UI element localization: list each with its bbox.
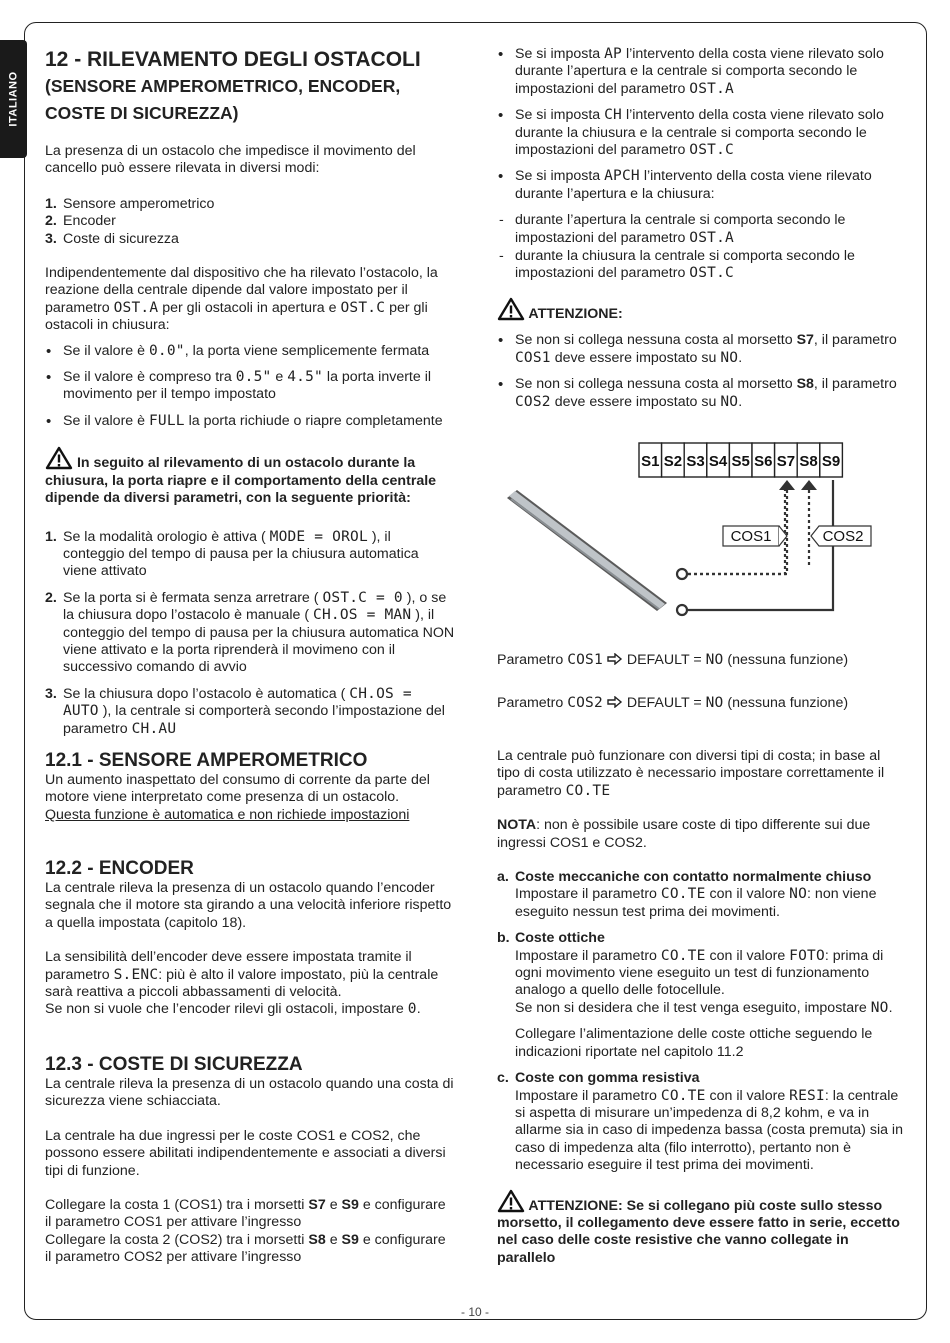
param-value: NO: [870, 999, 889, 1016]
series-warning: [497, 1189, 907, 1268]
section-text: Un aumento inaspettato del consumo di corrente da parte del motore viene interpretato come presenza di un ostacolo.: [45, 772, 430, 806]
text: La centrale può funzionare con diversi tipi di costa; in base al tipo di costa utilizzato è necessario impostare correttamente il parametro: [497, 748, 885, 799]
wire-terminal: [677, 569, 687, 579]
page-number: - 10 -: [460, 1305, 489, 1319]
cos2-callout: [811, 526, 871, 546]
text: Impostare il parametro: [515, 947, 657, 964]
title-line-2: (SENSORE AMPEROMETRICO, ENCODER,: [45, 76, 401, 96]
param-value: OST.C: [689, 142, 734, 159]
section-title: 12.3 - COSTE DI SICUREZZA: [45, 1054, 303, 1075]
wiring-diagram: [497, 438, 907, 628]
text: ), o se la chiusura dopo l’ostacolo è manuale (: [63, 589, 447, 624]
list-item: [497, 1070, 907, 1174]
section-text: [45, 949, 455, 1001]
item-num: 2.: [45, 213, 57, 230]
terminal-label: S8: [308, 1231, 326, 1248]
list-item: [45, 343, 455, 360]
section-text: [45, 1001, 455, 1018]
text: Collegare la costa 2 (COS2) tra i morsetti: [45, 1231, 305, 1248]
param-value: CO.TE: [660, 886, 706, 903]
list-item: • Se non si collega nessuna costa al morsetto S8, il parametro COS2 deve essere impostato su NO.: [497, 376, 907, 411]
attention-title: ATTENZIONE:: [528, 305, 623, 322]
list-item: [497, 930, 907, 1061]
arrow-right-icon: [607, 696, 623, 708]
list-item: [497, 168, 907, 203]
list-item: [45, 686, 455, 738]
param-value: CH.OS = MAN: [313, 607, 412, 624]
methods-list: [45, 196, 455, 248]
safety-edge-icon: [507, 490, 667, 611]
list-item: [45, 529, 455, 581]
param-value: CO.TE: [660, 1087, 706, 1104]
item-title: Coste con gomma resistiva: [515, 1070, 700, 1087]
text: Se non si desidera che il test venga eseguito, impostare: [515, 999, 867, 1016]
text: Se non si vuole che l’encoder rilevi gli ostacoli, impostare: [45, 1001, 404, 1018]
attention-heading: [497, 297, 907, 323]
param-value: FULL: [148, 412, 185, 429]
param-value: OST.A: [689, 229, 734, 246]
text: La sensibilità dell’encoder deve essere impostata tramite il parametro: [45, 949, 412, 983]
warning-icon: [497, 297, 525, 321]
text: DEFAULT =: [626, 695, 702, 711]
text: Se il valore è compreso tra: [63, 369, 232, 386]
text: Parametro: [497, 652, 564, 668]
terminal-label: S9: [341, 1231, 359, 1248]
list-item: [45, 213, 455, 230]
param-value: COS2: [515, 393, 551, 410]
text: Se il valore è: [63, 342, 146, 359]
warning-text: In seguito al rilevamento di un ostacolo durante la chiusura, la porta riapre e il comportamento della centrale dipende da diversi parametri, con la seguente priorità:: [45, 455, 437, 507]
list-item: [45, 196, 455, 213]
warning-icon: [497, 1189, 525, 1213]
terminal-label: S4: [708, 453, 728, 470]
title-line-1: 12 - RILEVAMENTO DEGLI OSTACOLI: [45, 48, 421, 71]
text: (nessuna funzione): [727, 695, 849, 711]
cos2-label: COS2: [822, 528, 864, 545]
nota: [497, 817, 907, 852]
param-value: OST.C: [340, 299, 386, 316]
section-title: 12.1 - SENSORE AMPEROMETRICO: [45, 750, 368, 771]
text: .: [416, 1001, 421, 1018]
coste-types-section: [497, 748, 907, 1267]
attention-list: [497, 332, 907, 411]
text: , il parametro: [813, 376, 897, 393]
item-num: 3.: [45, 685, 57, 702]
text: Se si imposta: [515, 46, 601, 62]
text: Se la porta si è fermata senza arretrare (: [63, 589, 319, 606]
section-text: La centrale rileva la presenza di un ostacolo quando l’encoder segnala che il motore sta girando a una velocità inferiore rispetto a quella impostata (capitolo 18).: [45, 880, 452, 931]
terminal-label: S7: [308, 1197, 326, 1214]
list-item: [45, 369, 455, 404]
text: l’intervento della costa viene rilevato solo durante la chiusura e la centrale si comporta secondo le impostazioni del parametro: [515, 107, 884, 159]
param-value: S.ENC: [113, 966, 159, 983]
param-value: COS1: [515, 349, 551, 366]
list-item: [45, 413, 455, 430]
terminal-label: S8: [796, 376, 814, 393]
list-item: [497, 869, 907, 921]
text: Collegare l’alimentazione delle coste ottiche seguendo le indicazioni riportate nel capitolo 11.2: [515, 1026, 873, 1060]
terminal-label: S8: [799, 453, 818, 470]
param-value: 4.5": [287, 369, 323, 386]
text: : non è possibile usare coste di tipo differente sui due ingressi COS1 e COS2.: [497, 817, 871, 851]
text: Se la modalità orologio è attiva (: [63, 528, 266, 545]
param-value: NO: [720, 393, 739, 410]
text: Se si imposta: [515, 168, 601, 185]
section-title: 12.2 - ENCODER: [45, 858, 194, 879]
section-12: [45, 46, 455, 738]
text: : prima di ogni movimento viene eseguito un test di funzionamento analogo a quello delle fotocellule.: [515, 947, 884, 999]
terminal-label: S6: [754, 453, 773, 470]
text: , il parametro: [813, 332, 897, 349]
item-text: Coste di sicurezza: [63, 230, 179, 247]
text: : più è alto il valore impostato, più la centrale sarà reattiva a piccoli abbassamenti di velocità.: [45, 966, 439, 1001]
list-item: [497, 107, 907, 159]
text: Se la chiusura dopo l’ostacolo è automatica (: [63, 685, 346, 702]
text: la porta richiude o riapre completamente: [188, 412, 443, 429]
text: Collegare la costa 1 (COS1) tra i morsetti: [45, 1197, 305, 1214]
param-value: OST.C = 0: [322, 589, 403, 606]
text: ), il conteggio del tempo di pausa per la chiusura automatica viene attivato: [63, 528, 419, 580]
text: con il valore: [709, 947, 786, 964]
text: ), la centrale si comporterà secondo l’impostazione del parametro: [63, 703, 445, 737]
param-value: CH.AU: [131, 720, 177, 737]
terminal-label: S2: [663, 453, 683, 470]
text: e configurare il parametro COS2 per attivare l’ingresso: [45, 1231, 446, 1266]
item-num: 1.: [45, 528, 57, 545]
terminal-label: S3: [686, 453, 705, 470]
text: Impostare il parametro: [515, 886, 657, 903]
param-value: 0: [407, 1001, 417, 1018]
reaction-list: [45, 343, 455, 431]
warning-icon: [45, 446, 73, 470]
terminal-label: S9: [821, 453, 841, 470]
text: Parametro: [497, 695, 564, 711]
cos1-label: COS1: [730, 528, 772, 545]
item-title: Coste meccaniche con contatto normalmente chiuso: [515, 869, 872, 886]
section-text: La centrale rileva la presenza di un ostacolo quando una costa di sicurezza viene schiacciata.: [45, 1076, 454, 1110]
text: Impostare il parametro: [515, 1087, 657, 1104]
param-value: NO: [789, 886, 808, 903]
language-tab: [0, 40, 27, 158]
param-value: 0.5": [235, 369, 272, 386]
param-value: CH: [604, 107, 622, 124]
terminal-label: S9: [341, 1197, 359, 1214]
coste-mode-section: [497, 46, 907, 411]
arrow-up-icon: [801, 480, 817, 490]
terminal-label: S1: [641, 453, 660, 470]
param-value: 0.0": [148, 342, 185, 359]
text: e: [329, 1197, 338, 1214]
text: e configurare il parametro COS1 per attivare l’ingresso: [45, 1197, 446, 1231]
item-num: 2.: [45, 589, 57, 606]
title-line-3: COSTE DI SICUREZZA): [45, 103, 239, 123]
priority-warning: [45, 446, 455, 507]
section-12-1: [45, 750, 455, 824]
text: ), il conteggio del tempo di pausa per la chiusura automatica NON viene attivato e la porta riprenderà il movimeno con il successivo comando di avvio: [63, 607, 455, 676]
text: durante l’apertura la centrale si comporta secondo le impostazioni del parametro: [515, 212, 846, 246]
text: , la porta viene semplicemente fermata: [184, 342, 430, 359]
arrow-right-icon: [607, 653, 623, 665]
param-value: NO: [705, 695, 724, 711]
param-value: OST.C: [689, 265, 734, 282]
param-cos1-line: [497, 652, 907, 669]
param-value: FOTO: [789, 947, 825, 964]
param-value: MODE = OROL: [269, 528, 368, 545]
param-value: OST.A: [113, 299, 159, 316]
text: la porta inverte il movimento per il tempo impostato: [63, 369, 432, 403]
text: con il valore: [709, 886, 786, 903]
param-value: CO.TE: [565, 782, 611, 799]
list-item: [497, 248, 907, 283]
section-text: [45, 1197, 455, 1232]
item-title: Coste ottiche: [515, 930, 605, 947]
param-cos2-line: [497, 695, 907, 712]
item-label: b.: [497, 930, 510, 947]
intro-text: La presenza di un ostacolo che impedisce il movimento del cancello può essere rilevata in diversi modi:: [45, 143, 416, 177]
item-num: 1.: [45, 195, 57, 212]
text: con il valore: [709, 1087, 786, 1104]
list-item: [45, 590, 455, 677]
wire-terminal: [677, 605, 687, 615]
list-item: [45, 231, 455, 248]
param-value: AP: [604, 46, 622, 62]
param-value: APCH: [604, 168, 640, 185]
list-item: • Se non si collega nessuna costa al morsetto S7, il parametro COS1 deve essere impostato su NO.: [497, 332, 907, 367]
param-value: COS2: [567, 695, 603, 711]
apch-sublist: [497, 212, 907, 283]
list-item: [497, 46, 907, 98]
param-value: CH.OS = AUTO: [63, 685, 412, 720]
text: .: [888, 999, 893, 1016]
param-value: NO: [720, 349, 739, 366]
text: Se il valore è: [63, 412, 146, 429]
coste-types-list: [497, 869, 907, 1175]
text: l’intervento della costa viene rilevato durante l’apertura e la chiusura:: [515, 168, 872, 202]
text: Se si imposta: [515, 107, 601, 124]
cos1-callout: [723, 526, 787, 546]
section-text: [497, 748, 907, 800]
section-text: La centrale ha due ingressi per le coste COS1 e COS2, che possono essere abilitati indipendentemente e associati a diversi tipi di funzione.: [45, 1127, 446, 1179]
terminal-label: S7: [776, 453, 796, 470]
text: Indipendentemente dal dispositivo che ha rilevato l’ostacolo, la reazione della centrale dipende dal valore impostato per il parametro: [45, 265, 438, 316]
text: l’intervento della costa viene rilevato solo durante l’apertura e la centrale si comporta secondo le impostazioni del parametro: [515, 46, 884, 97]
priority-list: [45, 529, 455, 738]
param-value: COS1: [567, 652, 603, 668]
text: deve essere impostato su: [554, 393, 717, 410]
reaction-paragraph: [45, 265, 455, 335]
text: : non viene eseguito nessun test prima dei movimenti.: [515, 886, 877, 920]
item-label: c.: [497, 1070, 509, 1087]
text: durante la chiusura la centrale si comporta secondo le impostazioni del parametro: [515, 248, 855, 282]
text: : la centrale si aspetta di misurare un’impedenza di 8,2 kohm, e va in allarme sia in caso di impedenza bassa (costa premuta) sia in caso di impedenza alta (filo interrotto), pertanto non è necessario eseguire il test prima dei movimenti.: [515, 1087, 903, 1174]
item-num: 3.: [45, 230, 57, 247]
nota-label: NOTA: [497, 817, 537, 834]
item-text: Sensore amperometrico: [63, 195, 215, 212]
list-item: [497, 212, 907, 247]
text: DEFAULT =: [626, 652, 702, 668]
param-value: NO: [705, 652, 724, 668]
text: per gli ostacoli in apertura e: [162, 299, 337, 316]
terminal-label: S5: [731, 453, 750, 470]
mode-list: [497, 46, 907, 203]
text: e: [329, 1231, 338, 1248]
text: e: [275, 369, 284, 386]
warning-text: ATTENZIONE: Se si collegano più coste sullo stesso morsetto, il collegamento deve essere fatto in serie, eccetto nel caso delle coste resistive che vanno collegate in parallelo: [497, 1197, 900, 1266]
param-value: RESI: [789, 1087, 825, 1104]
section-12-3: [45, 1054, 455, 1267]
arrow-up-icon: [779, 480, 795, 490]
text: Se non si collega nessuna costa al morsetto: [515, 376, 793, 393]
item-text: Encoder: [63, 213, 116, 230]
param-value: CO.TE: [660, 947, 706, 964]
text: deve essere impostato su: [554, 349, 717, 366]
terminal-label: S7: [796, 332, 814, 349]
language-tab-label: ITALIANO: [6, 71, 19, 127]
section-12-title: [45, 46, 455, 127]
section-text: [45, 1232, 455, 1267]
section-12-2: [45, 858, 455, 1019]
item-label: a.: [497, 869, 509, 886]
param-value: OST.A: [689, 80, 734, 97]
text: per gli ostacoli in chiusura:: [45, 299, 428, 334]
text: (nessuna funzione): [727, 652, 849, 668]
terminal-block: [639, 443, 842, 477]
section-note: Questa funzione è automatica e non richiede impostazioni: [45, 806, 410, 823]
text: Se non si collega nessuna costa al morsetto: [515, 332, 793, 349]
